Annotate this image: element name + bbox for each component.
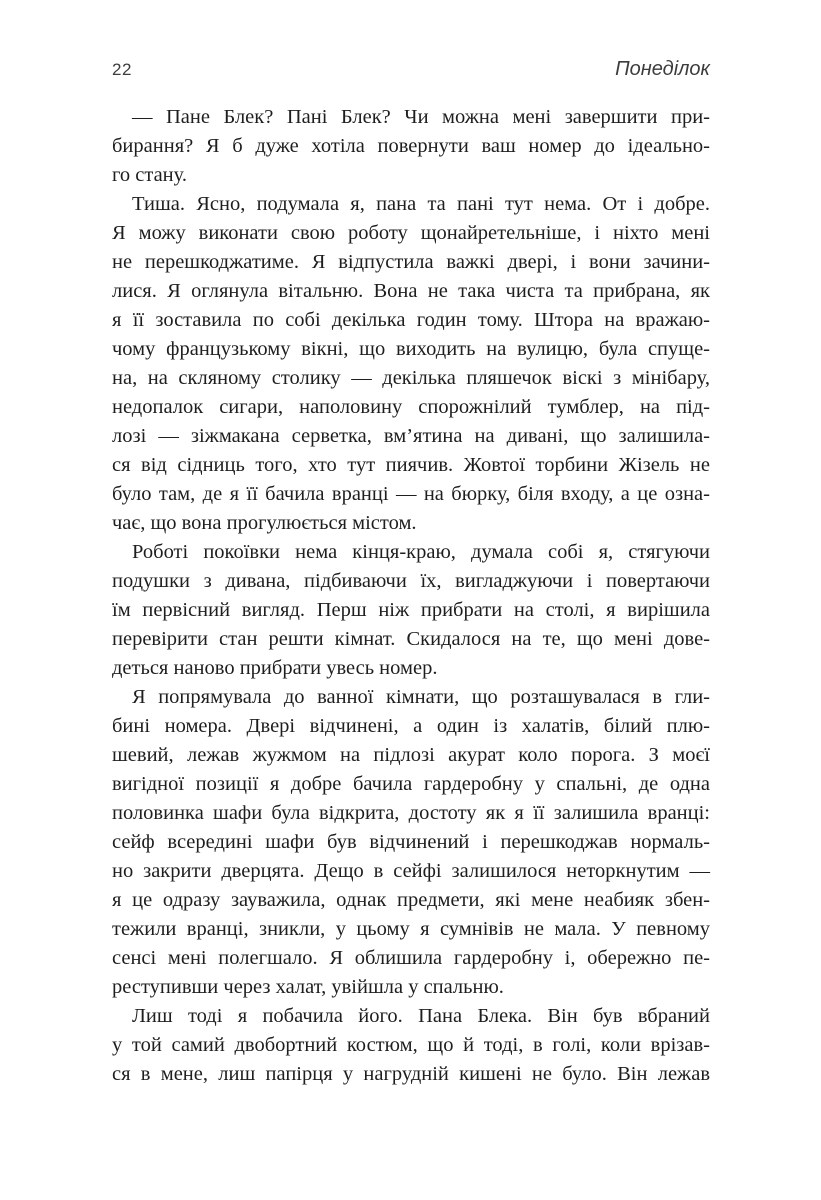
text-line: недопалок сигари, наполовину спорожнілий тумблер, на під-	[112, 396, 710, 418]
text-line: я її зоставила по собі декілька годин тому. Штора на вражаю-	[112, 309, 710, 331]
text-line: ся в мене, лиш папірця у нагрудній кишені не було. Він лежав	[112, 1063, 710, 1085]
text-line: деться наново прибрати увесь номер.	[112, 657, 438, 679]
text-line: перевірити стан решти кімнат. Скидалося на те, що мені дове-	[112, 628, 710, 650]
page-number: 22	[112, 60, 132, 79]
page-header	[112, 58, 710, 81]
text-line: лися. Я оглянула вітальню. Вона не така чиста та прибрана, як	[112, 280, 710, 302]
text-line: було там, де я її бачила вранці — на бюрку, біля входу, а це озна-	[112, 483, 710, 505]
text-line: но закрити дверцята. Дещо в сейфі залишилося неторкнутим —	[112, 860, 710, 882]
running-title: Понеділок	[615, 58, 710, 80]
text-line: не перешкоджатиме. Я відпустила важкі двері, і вони зачини-	[112, 251, 710, 273]
text-line: чає, що вона прогулюється містом.	[112, 512, 417, 534]
text-line: — Пане Блек? Пані Блек? Чи можна мені завершити при-	[132, 106, 710, 128]
text-line: на, на скляному столику — декілька пляшечок віскі з мінібару,	[112, 367, 710, 389]
text-line: сенсі мені полегшало. Я облишила гардеробну і, обережно пе-	[112, 947, 710, 969]
text-line: вигідної позиції я добре бачила гардеробну у спальні, де одна	[112, 773, 710, 795]
text-line: Я попрямувала до ванної кімнати, що розташувалася в гли-	[132, 686, 710, 708]
text-line: у той самий двобортний костюм, що й тоді, в голі, коли врізав-	[112, 1034, 710, 1056]
text-line: тежили вранці, зникли, у цьому я сумнівів не мала. У певному	[112, 918, 710, 940]
text-line: бині номера. Двері відчинені, а один із халатів, білий плю-	[112, 715, 710, 737]
text-line: го стану.	[112, 164, 187, 186]
text-line: ся від сідниць того, хто тут пиячив. Жовтої торбини Жізель не	[112, 454, 710, 476]
text-line: чому французькому вікні, що виходить на вулицю, була спуще-	[112, 338, 710, 360]
text-line: Роботі покоївки нема кінця-краю, думала собі я, стягуючи	[132, 541, 710, 563]
text-line: половинка шафи була відкрита, достоту як я її залишила вранці:	[112, 802, 710, 824]
text-line: Лиш тоді я побачила його. Пана Блека. Він був вбраний	[132, 1005, 710, 1027]
text-line: Тиша. Ясно, подумала я, пана та пані тут нема. От і добре.	[132, 193, 710, 215]
text-line: я це одразу зауважила, однак предмети, які мене неабияк збен-	[112, 889, 710, 911]
text-line: реступивши через халат, увійшла у спальню.	[112, 976, 504, 998]
text-line: подушки з дивана, підбиваючи їх, вигладжуючи і повертаючи	[112, 570, 710, 592]
text-line: сейф всередині шафи був відчинений і перешкоджав нормаль-	[112, 831, 710, 853]
page-body-text	[112, 103, 710, 1089]
text-line: лозі — зіжмакана серветка, вм’ятина на дивані, що залишила-	[112, 425, 710, 447]
text-line: їм первісний вигляд. Перш ніж прибрати на столі, я вирішила	[112, 599, 710, 621]
text-line: шевий, лежав жужмом на підлозі акурат коло порога. З моєї	[112, 744, 710, 766]
text-line: бирання? Я б дуже хотіла повернути ваш номер до ідеально-	[112, 135, 710, 157]
text-line: Я можу виконати свою роботу щонайретельніше, і ніхто мені	[112, 222, 710, 244]
